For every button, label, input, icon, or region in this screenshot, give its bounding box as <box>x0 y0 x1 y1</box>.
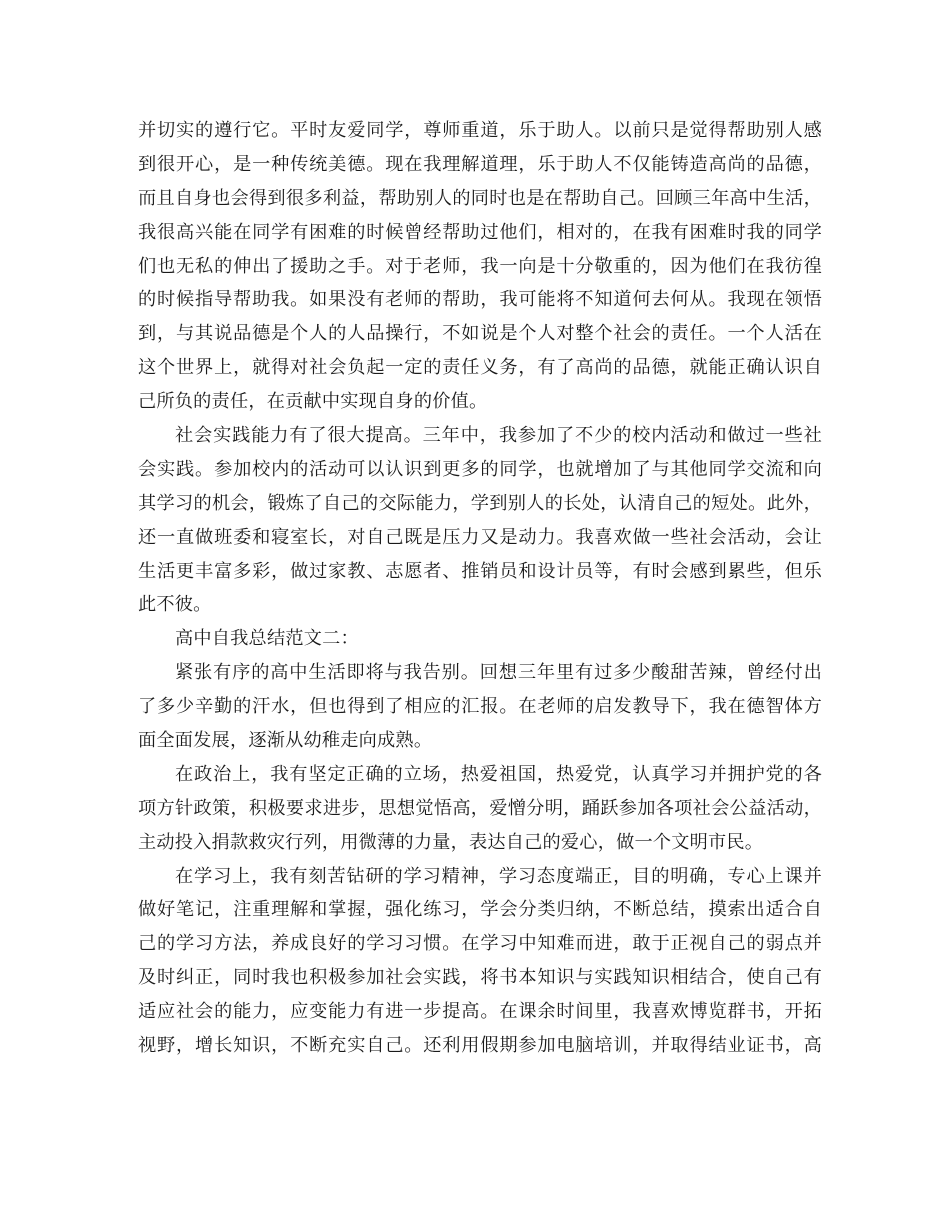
text-line: 这个世界上，就得对社会负起一定的责任义务，有了高尚的品德，就能正确认识自 <box>138 357 822 379</box>
text-line: 面全面发展，逐渐从幼稚走向成熟。 <box>138 730 433 752</box>
text-line: 其学习的机会，锻炼了自己的交际能力，学到别人的长处，认清自己的短处。此外， <box>138 492 822 514</box>
text-line: 而且自身也会得到很多利益，帮助别人的同时也是在帮助自己。回顾三年高中生活， <box>138 187 822 209</box>
text-line: 视野，增长知识，不断充实自己。还利用假期参加电脑培训，并取得结业证书，高 <box>138 1035 822 1057</box>
text-line: 我很高兴能在同学有困难的时候曾经帮助过他们，相对的，在我有困难时我的同学 <box>138 221 822 243</box>
text-line: 的时候指导帮助我。如果没有老师的帮助，我可能将不知道何去何从。我现在领悟 <box>138 289 822 311</box>
text-line: 到很开心，是一种传统美德。现在我理解道理，乐于助人不仅能铸造高尚的品德， <box>138 153 822 175</box>
text-line: 主动投入捐款救灾行列，用微薄的力量，表达自己的爱心，做一个文明市民。 <box>138 831 764 853</box>
text-line: 此不彼。 <box>138 594 212 616</box>
paragraph-first-line: 紧张有序的高中生活即将与我告别。回想三年里有过多少酸甜苦辣，曾经付出 <box>175 662 822 684</box>
text-line: 做好笔记，注重理解和掌握，强化练习，学会分类归纳，不断总结，摸索出适合自 <box>138 899 822 921</box>
text-line: 项方针政策，积极要求进步，思想觉悟高，爱憎分明，踊跃参加各项社会公益活动， <box>138 797 822 819</box>
paragraph-first-line: 在学习上，我有刻苦钻研的学习精神，学习态度端正，目的明确，专心上课并 <box>175 865 822 887</box>
text-line: 到，与其说品德是个人的人品操行，不如说是个人对整个社会的责任。一个人活在 <box>138 323 822 345</box>
text-line: 还一直做班委和寝室长，对自己既是压力又是动力。我喜欢做一些社会活动，会让 <box>138 526 822 548</box>
text-line: 生活更丰富多彩，做过家教、志愿者、推销员和设计员等，有时会感到累些，但乐 <box>138 560 822 582</box>
text-line: 并切实的遵行它。平时友爱同学，尊师重道，乐于助人。以前只是觉得帮助别人感 <box>138 120 822 141</box>
text-line: 己所负的责任，在贡献中实现自身的价值。 <box>138 391 488 413</box>
text-line: 己的学习方法，养成良好的学习习惯。在学习中知难而进，敢于正视自己的弱点并 <box>138 933 822 955</box>
text-line: 适应社会的能力，应变能力有进一步提高。在课余时间里，我喜欢博览群书，开拓 <box>138 1001 822 1023</box>
paragraph-first-line: 在政治上，我有坚定正确的立场，热爱祖国，热爱党，认真学习并拥护党的各 <box>175 763 822 785</box>
text-line: 及时纠正，同时我也积极参加社会实践，将书本知识与实践知识相结合，使自己有 <box>138 967 822 989</box>
body-text <box>138 114 822 1063</box>
text-line: 了多少辛勤的汗水，但也得到了相应的汇报。在老师的启发教导下，我在德智体方 <box>138 696 822 718</box>
text-line: 们也无私的伸出了援助之手。对于老师，我一向是十分敬重的，因为他们在我彷徨 <box>138 255 822 277</box>
text-line: 会实践。参加校内的活动可以认识到更多的同学，也就增加了与其他同学交流和向 <box>138 458 822 480</box>
section-heading: 高中自我总结范文二： <box>175 628 359 650</box>
paragraph-first-line: 社会实践能力有了很大提高。三年中，我参加了不少的校内活动和做过一些社 <box>175 425 822 447</box>
